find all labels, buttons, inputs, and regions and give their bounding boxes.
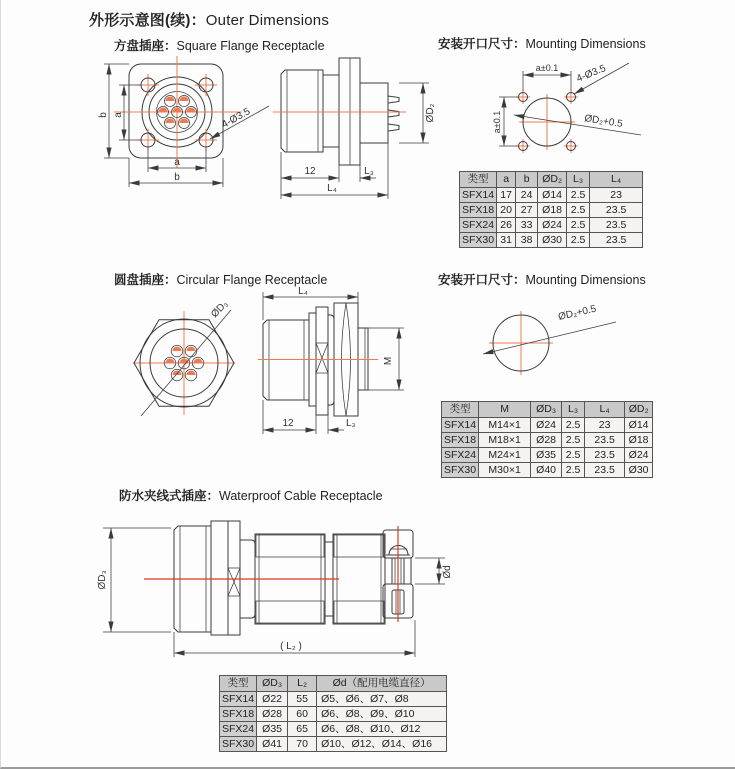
cell: 27 bbox=[516, 203, 538, 218]
dimensions bbox=[492, 63, 641, 146]
cell: 2.5 bbox=[567, 218, 590, 233]
cell: SFX24 bbox=[220, 722, 257, 737]
circular-mounting-drawing bbox=[481, 292, 701, 392]
cell: SFX24 bbox=[460, 218, 497, 233]
col-header: L₄ bbox=[585, 402, 625, 418]
dim-a-left: a±0.1 bbox=[492, 110, 502, 134]
cell: Ø18 bbox=[538, 203, 567, 218]
dim-12: 12 bbox=[304, 166, 316, 177]
cell: Ø14 bbox=[538, 188, 567, 203]
cell: 70 bbox=[288, 737, 317, 752]
cell: 33 bbox=[516, 218, 538, 233]
cell: Ø35 bbox=[257, 722, 288, 737]
table-row bbox=[442, 433, 653, 448]
page-title bbox=[89, 9, 329, 30]
cell: SFX14 bbox=[460, 188, 497, 203]
cell: 2.5 bbox=[562, 463, 585, 478]
col-header: L₃ bbox=[567, 172, 590, 188]
dim-l2: ( L₂ ) bbox=[280, 641, 302, 652]
table-row bbox=[220, 722, 447, 737]
dim-holes: 4-Ø3.5 bbox=[220, 106, 253, 131]
cell: Ø5、Ø6、Ø7、Ø8 bbox=[317, 692, 447, 707]
cell: Ø14 bbox=[625, 418, 653, 433]
dim-d3: ØD₃ bbox=[97, 570, 108, 590]
cell: 65 bbox=[288, 722, 317, 737]
centerlines bbox=[489, 311, 553, 375]
circular-flange-side-drawing bbox=[256, 283, 446, 443]
cell: SFX18 bbox=[220, 707, 257, 722]
cell: 23.5 bbox=[585, 448, 625, 463]
cell: SFX24 bbox=[442, 448, 479, 463]
mounting1-label bbox=[438, 34, 646, 52]
col-header: L₃ bbox=[562, 402, 585, 418]
table-header-row bbox=[460, 172, 643, 188]
table-row bbox=[460, 218, 643, 233]
table-row bbox=[460, 188, 643, 203]
cell: 17 bbox=[497, 188, 516, 203]
cell: SFX30 bbox=[442, 463, 479, 478]
cell: 23.5 bbox=[590, 203, 643, 218]
dim-12: 12 bbox=[282, 418, 294, 429]
body bbox=[174, 521, 385, 635]
section-waterproof-label-en: Waterproof Cable Receptacle bbox=[219, 489, 383, 503]
section-circular-label-en: Circular Flange Receptacle bbox=[176, 273, 328, 287]
square-flange-side-drawing bbox=[266, 55, 441, 215]
centerlines bbox=[519, 94, 575, 150]
mounting2-label-en: Mounting Dimensions bbox=[525, 273, 646, 287]
dim-holes: 4-Ø3.5 bbox=[575, 63, 608, 85]
waterproof-cable-drawing bbox=[89, 512, 459, 667]
cell: 2.5 bbox=[562, 418, 585, 433]
circular-flange-table bbox=[441, 401, 653, 478]
cell: Ø24 bbox=[625, 448, 653, 463]
cell: M18×1 bbox=[479, 433, 531, 448]
dim-l4: L₄ bbox=[327, 183, 337, 194]
dim-a-left: a bbox=[113, 112, 124, 118]
cell: 24 bbox=[516, 188, 538, 203]
cell: 20 bbox=[497, 203, 516, 218]
section-circular-label-zh: 圆盘插座： bbox=[114, 273, 177, 287]
dimensions bbox=[97, 528, 453, 657]
cell: 38 bbox=[516, 233, 538, 248]
table-row bbox=[442, 463, 653, 478]
cell: 2.5 bbox=[567, 188, 590, 203]
dim-l4: L₄ bbox=[298, 286, 308, 297]
table-header-row bbox=[220, 676, 447, 692]
cell: Ø30 bbox=[625, 463, 653, 478]
cell: 31 bbox=[497, 233, 516, 248]
cell: Ø24 bbox=[538, 218, 567, 233]
section-square-label-zh: 方盘插座： bbox=[114, 39, 177, 53]
mounting2-label-zh: 安装开口尺寸： bbox=[438, 273, 526, 287]
section-waterproof-label bbox=[119, 486, 383, 504]
cell: 2.5 bbox=[562, 433, 585, 448]
dim-b-bottom: b bbox=[174, 172, 180, 183]
cell: Ø24 bbox=[531, 418, 562, 433]
section-square-label-en: Square Flange Receptacle bbox=[176, 39, 325, 53]
cell: 60 bbox=[288, 707, 317, 722]
cell: Ø10、Ø12、Ø14、Ø16 bbox=[317, 737, 447, 752]
dim-a-top: a±0.1 bbox=[535, 63, 559, 73]
cell: SFX18 bbox=[460, 203, 497, 218]
cell: Ø22 bbox=[257, 692, 288, 707]
page-title-en: Outer Dimensions bbox=[205, 12, 330, 29]
col-header: L₂ bbox=[288, 676, 317, 692]
cell: 23.5 bbox=[585, 433, 625, 448]
cell: 23 bbox=[590, 188, 643, 203]
table-row bbox=[460, 233, 643, 248]
cell: 23.5 bbox=[590, 218, 643, 233]
cell: SFX14 bbox=[442, 418, 479, 433]
cell: Ø41 bbox=[257, 737, 288, 752]
col-header: ØD₂ bbox=[538, 172, 567, 188]
cell: Ø6、Ø8、Ø9、Ø10 bbox=[317, 707, 447, 722]
dim-d2: ØD₂+0.5 bbox=[583, 113, 624, 131]
cell: SFX18 bbox=[442, 433, 479, 448]
cell: SFX14 bbox=[220, 692, 257, 707]
cell: 2.5 bbox=[567, 233, 590, 248]
cell: 26 bbox=[497, 218, 516, 233]
dim-b-left: b bbox=[98, 112, 109, 118]
cell: M14×1 bbox=[479, 418, 531, 433]
section-waterproof-label-zh: 防水夹线式插座： bbox=[119, 489, 220, 503]
square-flange-front-drawing bbox=[96, 55, 276, 205]
page-title-zh: 外形示意图(续)： bbox=[89, 12, 206, 29]
cell: Ø28 bbox=[531, 433, 562, 448]
cell: M24×1 bbox=[479, 448, 531, 463]
table-row bbox=[460, 203, 643, 218]
table-row bbox=[220, 692, 447, 707]
cell: Ø6、Ø8、Ø10、Ø12 bbox=[317, 722, 447, 737]
col-header: 类型 bbox=[442, 402, 479, 418]
col-header: M bbox=[479, 402, 531, 418]
col-header: 类型 bbox=[220, 676, 257, 692]
cell: Ø40 bbox=[531, 463, 562, 478]
table-header-row bbox=[442, 402, 653, 418]
cell: Ø18 bbox=[625, 433, 653, 448]
table-row bbox=[442, 418, 653, 433]
dim-l3: L₃ bbox=[346, 418, 356, 429]
col-header: 类型 bbox=[460, 172, 497, 188]
square-flange-table bbox=[459, 171, 643, 248]
dim-a-bottom: a bbox=[174, 157, 180, 168]
cell: 2.5 bbox=[562, 448, 585, 463]
dim-d2: ØD₂ bbox=[425, 103, 436, 123]
col-header: a bbox=[497, 172, 516, 188]
square-mounting-drawing bbox=[466, 58, 716, 163]
col-header: ØD₃ bbox=[531, 402, 562, 418]
cell: Ø30 bbox=[538, 233, 567, 248]
waterproof-table bbox=[219, 675, 447, 752]
cell: SFX30 bbox=[220, 737, 257, 752]
mounting1-label-zh: 安装开口尺寸： bbox=[438, 37, 526, 51]
dimensions bbox=[483, 303, 616, 354]
col-header: ØD₃ bbox=[257, 676, 288, 692]
dimensions bbox=[281, 83, 436, 199]
cell: 23 bbox=[585, 418, 625, 433]
cell: 23.5 bbox=[585, 463, 625, 478]
cell: 2.5 bbox=[567, 203, 590, 218]
dimensions bbox=[98, 64, 269, 187]
cable-clamp bbox=[383, 526, 413, 622]
dim-d: Ød bbox=[442, 565, 453, 579]
table-row bbox=[220, 707, 447, 722]
col-header: L₄ bbox=[590, 172, 643, 188]
cell: Ø28 bbox=[257, 707, 288, 722]
cell: 23.5 bbox=[590, 233, 643, 248]
cell: M30×1 bbox=[479, 463, 531, 478]
col-header: b bbox=[516, 172, 538, 188]
col-header: ØD₂ bbox=[625, 402, 653, 418]
section-square-label bbox=[114, 36, 325, 54]
dim-l3: L₃ bbox=[364, 166, 374, 177]
dim-m: M bbox=[383, 356, 394, 366]
cell: Ø35 bbox=[531, 448, 562, 463]
mounting1-label-en: Mounting Dimensions bbox=[525, 37, 646, 51]
cell: 55 bbox=[288, 692, 317, 707]
dim-d2: ØD₂+0.5 bbox=[557, 303, 598, 323]
mounting2-label bbox=[438, 270, 646, 288]
cell: SFX30 bbox=[460, 233, 497, 248]
table-row bbox=[442, 448, 653, 463]
dim-d3: ØD₃ bbox=[209, 298, 231, 321]
col-header: Ød（配用电缆直径） bbox=[317, 676, 447, 692]
table-row bbox=[220, 737, 447, 752]
